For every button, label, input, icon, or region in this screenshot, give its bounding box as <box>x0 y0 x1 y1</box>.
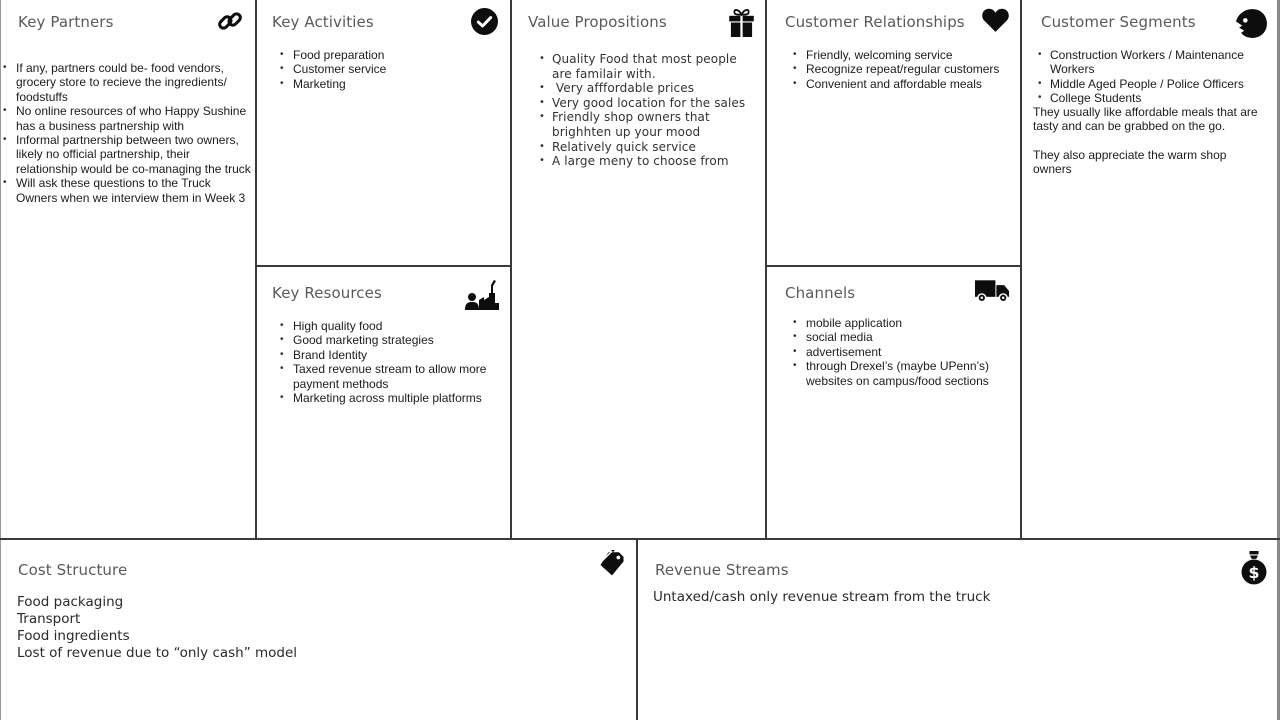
link-icon <box>216 7 244 35</box>
list-item: Food packaging <box>17 594 124 610</box>
money-bag-icon <box>1240 551 1268 585</box>
list-item: Untaxed/cash only revenue stream from the truck <box>653 589 991 605</box>
revenue-streams-title: Revenue Streams <box>655 561 789 579</box>
list-item: Lost of revenue due to “only cash” model <box>17 645 298 661</box>
list-item: • Customer service <box>279 62 504 76</box>
customer-relationships-title: Customer Relationships <box>785 13 965 31</box>
svg-text:$: $ <box>1248 563 1260 583</box>
list-item: Transport <box>17 611 81 627</box>
channels-title: Channels <box>785 284 856 302</box>
customer-segments-list <box>1037 48 1273 106</box>
list-item: • A large meny to choose from <box>538 154 760 169</box>
key-activities-list <box>279 48 504 91</box>
price-tags-icon <box>598 550 626 580</box>
heart-icon <box>981 7 1010 33</box>
list-item: • Informal partnership between two owners, likely no official partnership, their relationship would be co-managing the truck <box>2 133 252 176</box>
value-propositions-list <box>538 52 760 169</box>
list-item: • Quality Food that most people are familair with. <box>538 52 760 81</box>
list-item: • High quality food <box>279 319 504 333</box>
list-item: • Good marketing strategies <box>279 333 504 347</box>
list-item: • mobile application <box>792 316 1017 330</box>
person-head-icon <box>1235 8 1268 39</box>
checkmark-circle-icon <box>471 8 498 35</box>
factory-person-icon <box>465 279 499 311</box>
truck-icon <box>975 279 1010 303</box>
list-item: • Relatively quick service <box>538 140 760 155</box>
key-resources-list <box>279 319 504 405</box>
list-item: • advertisement <box>792 345 1017 359</box>
list-item: • Construction Workers / Maintenance Workers <box>1037 48 1273 77</box>
list-item: • through Drexel’s (maybe UPenn’s) websites on campus/food sections <box>792 359 1017 388</box>
value-propositions-title: Value Propositions <box>528 13 667 31</box>
list-item: • No online resources of who Happy Sushine has a business partnership with <box>2 104 252 133</box>
list-item: • Very good location for the sales <box>538 96 760 111</box>
divider-top-bottom <box>0 538 1280 540</box>
list-item: • Brand Identity <box>279 348 504 362</box>
list-item: • Marketing <box>279 77 504 91</box>
list-item: • Middle Aged People / Police Officers <box>1037 77 1273 91</box>
list-item: • Food preparation <box>279 48 504 62</box>
list-item: • Convenient and affordable meals <box>792 77 1017 91</box>
gift-icon <box>728 8 755 37</box>
list-item: • College Students <box>1037 91 1273 105</box>
divider-value-relationships <box>765 0 767 540</box>
list-item: • Friendly, welcoming service <box>792 48 1017 62</box>
list-item: • If any, partners could be- food vendors, grocery store to recieve the ingredients/ foodstuffs <box>2 61 252 104</box>
list-item: • Very afffordable prices <box>538 81 760 96</box>
cost-structure-title: Cost Structure <box>18 561 128 579</box>
list-item: • social media <box>792 330 1017 344</box>
divider-cost-revenue <box>636 539 638 720</box>
divider-activities-resources <box>256 265 511 267</box>
list-item: • Friendly shop owners that brighhten up your mood <box>538 110 760 139</box>
customer-segments-note: They usually like affordable meals that are tasty and can be grabbed on the go. <box>1033 105 1258 134</box>
key-activities-title: Key Activities <box>272 13 374 31</box>
list-item: Food ingredients <box>17 628 130 644</box>
divider-relationships-channels <box>766 265 1021 267</box>
key-partners-list <box>2 61 252 205</box>
divider-partners-activities <box>255 0 257 540</box>
divider-activities-value <box>510 0 512 540</box>
list-item: • Will ask these questions to the Truck Owners when we interview them in Week 3 <box>2 176 252 205</box>
channels-list <box>792 316 1017 388</box>
cost-structure-list <box>17 594 617 662</box>
customer-segments-title: Customer Segments <box>1041 13 1196 31</box>
list-item: • Recognize repeat/regular customers <box>792 62 1017 76</box>
key-resources-title: Key Resources <box>272 284 382 302</box>
list-item: • Taxed revenue stream to allow more payment methods <box>279 362 504 391</box>
divider-left-edge <box>0 0 1 720</box>
list-item: • Marketing across multiple platforms <box>279 391 504 405</box>
revenue-streams-list <box>653 589 1253 606</box>
customer-relationships-list <box>792 48 1017 91</box>
key-partners-title: Key Partners <box>18 13 114 31</box>
customer-segments-note: They also appreciate the warm shop owners <box>1033 148 1227 177</box>
divider-relationships-segments <box>1020 0 1022 540</box>
